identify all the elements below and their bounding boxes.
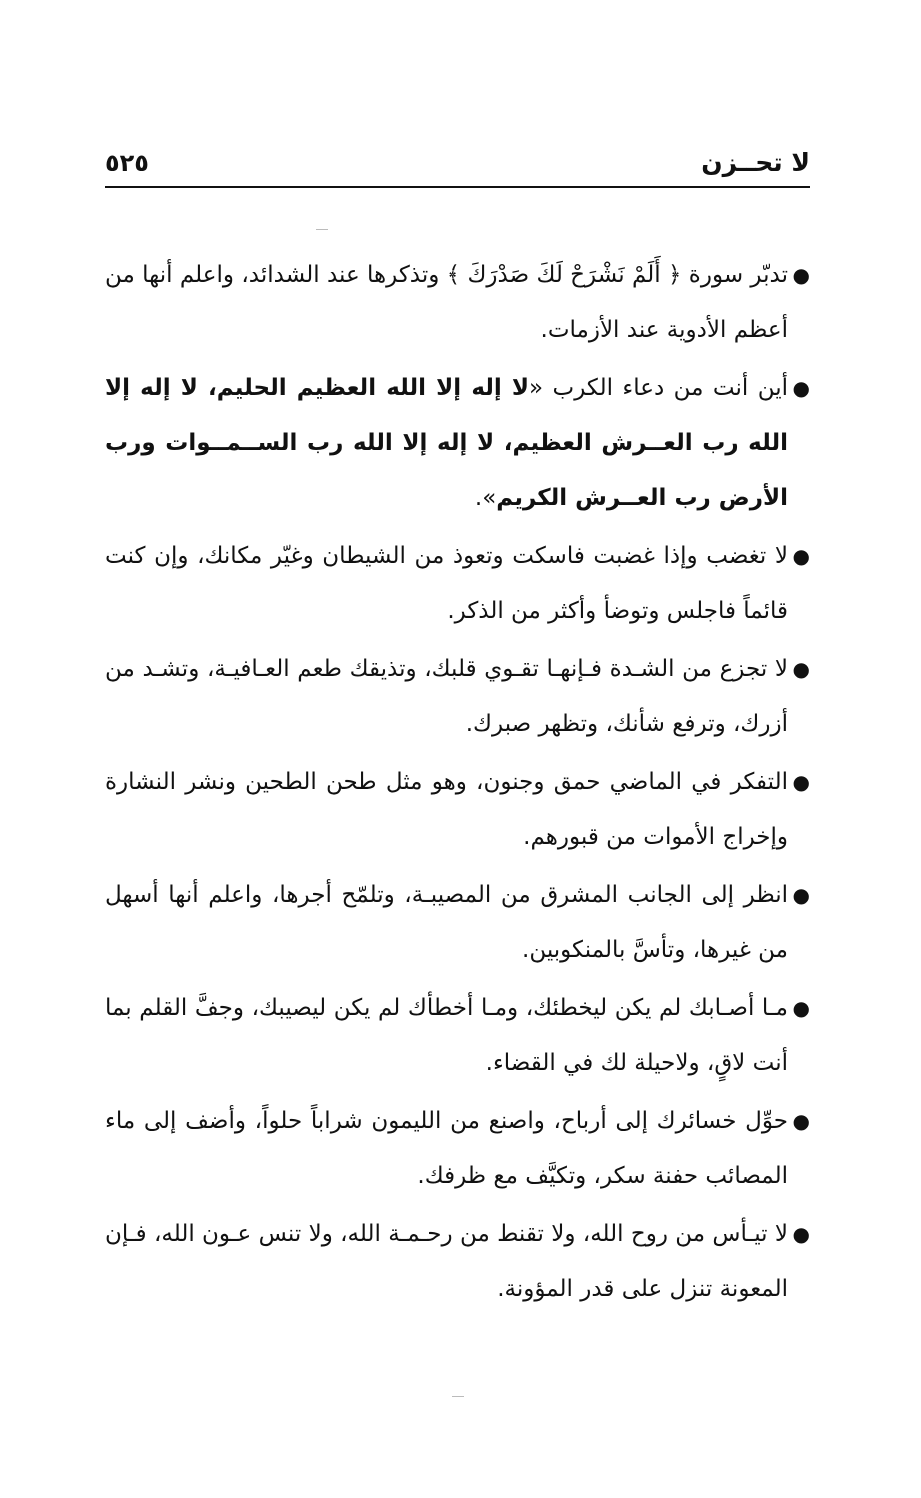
item-text: انظر إلى الجانب المشرق من المصيبـة، وتلمّح أجرها، واعلم أنها أسهل من غيرها، وتأسَّ بالمنكوبين. <box>105 882 788 963</box>
bullet-icon: ● <box>792 770 810 794</box>
scan-speck <box>316 229 328 230</box>
item-text: حوِّل خسائرك إلى أرباح، واصنع من الليمون شراباً حلواً، وأضف إلى ماء المصائب حفنة سكر، وتكيَّف مع ظرفك. <box>105 1108 788 1189</box>
list-item <box>105 642 810 752</box>
bullet-icon: ● <box>792 263 810 287</box>
dua-text: لا إله إلا الله العظيم الحليم، لا إله إلا الله رب العــرش العظيم، لا إله إلا الله رب الســمــوات ورب الأرض رب العــرش الكريم <box>105 375 788 511</box>
bullet-icon: ● <box>792 1222 810 1246</box>
list-item <box>105 755 810 865</box>
item-text-end: ». <box>474 485 497 511</box>
list-item <box>105 529 810 639</box>
bullet-icon: ● <box>792 1109 810 1133</box>
list-item <box>105 248 810 358</box>
running-title: لا تحــزن <box>701 148 810 177</box>
bullet-icon: ● <box>792 883 810 907</box>
bullet-icon: ● <box>792 657 810 681</box>
item-text: لا تغضب وإذا غضبت فاسكت وتعوذ من الشيطان وغيّر مكانك، وإن كنت قائماً فاجلس وتوضأ وأكثر من الذكر. <box>105 543 788 624</box>
header-divider <box>105 186 810 188</box>
list-item <box>105 361 810 526</box>
list-item <box>105 868 810 978</box>
bullet-icon: ● <box>792 996 810 1020</box>
bullet-icon: ● <box>792 376 810 400</box>
item-text: التفكر في الماضي حمق وجنون، وهو مثل طحن الطحين ونشر النشارة وإخراج الأموات من قبورهم. <box>105 769 788 850</box>
scan-speck <box>452 1396 464 1397</box>
item-text: مـا أصـابك لم يكن ليخطئك، ومـا أخطأك لم يكن ليصيبك، وجفَّ القلم بما أنت لاقٍ، ولاحيلة لك في القضاء. <box>105 995 788 1076</box>
bullet-icon: ● <box>792 544 810 568</box>
bullet-list <box>105 248 810 1320</box>
list-item <box>105 1207 810 1317</box>
list-item <box>105 981 810 1091</box>
page-number: ٥٢٥ <box>105 149 149 177</box>
item-text: تدبّر سورة ﴿ أَلَمْ نَشْرَحْ لَكَ صَدْرَكَ ﴾ وتذكرها عند الشدائد، واعلم أنها من أعظم الأدوية عند الأزمات. <box>105 262 788 343</box>
page-header <box>105 146 810 186</box>
item-text: لا تيـأس من روح الله، ولا تقنط من رحـمـة الله، ولا تنس عـون الله، فـإن المعونة تنزل على قدر المؤونة. <box>105 1221 788 1302</box>
item-text: لا تجزع من الشـدة فـإنهـا تقـوي قلبك، وتذيقك طعم العـافيـة، وتشـد من أزرك، وترفع شأنك، وتظهر صبرك. <box>105 656 788 737</box>
item-text: أين أنت من دعاء الكرب « <box>529 375 788 401</box>
list-item <box>105 1094 810 1204</box>
